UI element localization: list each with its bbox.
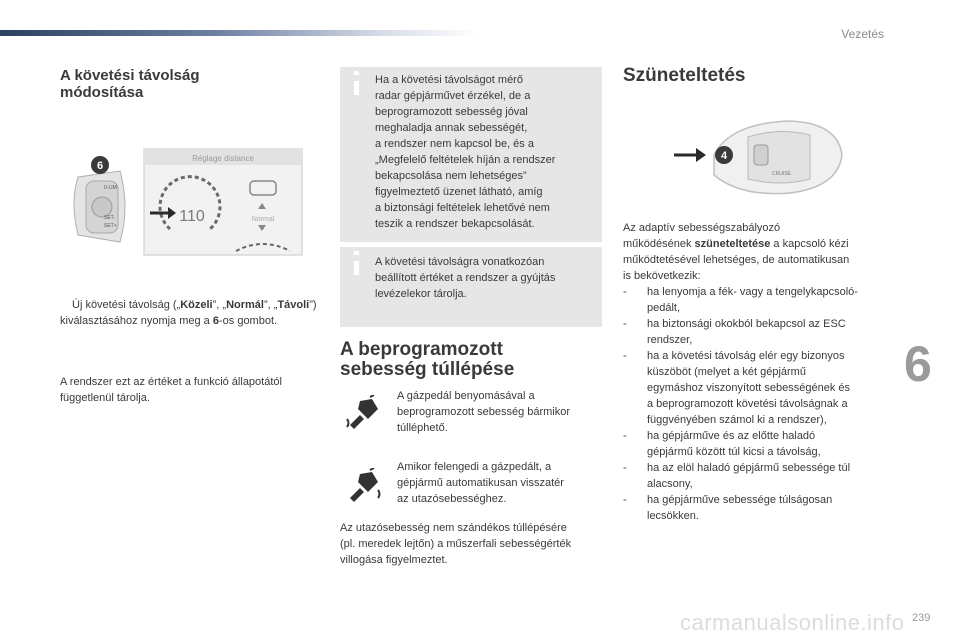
left-note: A rendszer ezt az értéket a funkció állapotától függetlenül tárolja. [60, 376, 282, 404]
lever-label: CRUISE [772, 171, 791, 177]
list-line: ha a követési távolság elér egy bizonyos [647, 350, 845, 362]
list-line: egymáshoz viszonyított sebességének és [647, 382, 851, 394]
item2-line: Amikor felengedi a gázpedált, a [397, 461, 552, 473]
callout-6: 6 [96, 160, 104, 172]
list-line: a beprogramozott követési távolságnak a [647, 398, 848, 410]
left-heading-line2: módosítása [60, 84, 144, 101]
callout-4: 4 [720, 150, 728, 162]
info1-line: a biztonsági feltételek lehetővé nem [375, 202, 550, 214]
item2-line: gépjármű automatikusan visszatér [397, 477, 564, 489]
info-radar-text [375, 72, 597, 232]
chapter-number: 6 [904, 336, 932, 392]
bullet-part-7: 6 [212, 315, 219, 327]
bullet-part-5: Távoli [277, 299, 310, 311]
list-line: gépjármű között túl kicsi a távolság, [647, 446, 821, 458]
info1-line: Ha a követési távolságot mérő [375, 74, 523, 86]
press-pedal-text [397, 388, 602, 436]
intro-line: működtetésével lehetséges, de automatikusan [623, 254, 850, 266]
overspeed-warning-text [340, 520, 610, 568]
info-memory-text [375, 254, 597, 302]
header-bar [0, 30, 480, 36]
list-dash: - [623, 286, 627, 298]
distance-bullet [60, 297, 330, 329]
mode-label: Normal [251, 216, 275, 223]
distance-figure-svg [60, 147, 305, 257]
info2-line: A követési távolságra vonatkozóan [375, 256, 545, 268]
list-line: rendszer, [647, 334, 693, 346]
item1-line: túlléphető. [397, 422, 448, 434]
list-line: ha gépjárműve és az előtte haladó [647, 430, 816, 442]
intro-line [623, 236, 893, 252]
watermark: carmanualsonline.info [680, 610, 905, 635]
bullet-part-2: ”, „ [212, 299, 227, 311]
pause-figure-svg [670, 115, 850, 210]
info1-line: „Megfelelő feltételek híján a rendszer [375, 154, 556, 166]
info-icon [351, 71, 361, 95]
list-line: pedált, [647, 302, 681, 314]
list-item [623, 492, 898, 524]
bullet-part-3: Normál [226, 299, 264, 311]
footer-line: villogása figyelmeztet. [340, 554, 448, 566]
bullet-part-6: ”) kiválasztásához nyomja meg a [60, 299, 317, 327]
distance-figure [60, 147, 305, 257]
right-heading: Szüneteltetés [623, 65, 746, 86]
list-line: alacsony, [647, 478, 693, 490]
item2-line: az utazósebességhez. [397, 493, 507, 505]
list-line: ha gépjárműve sebessége túlságosan [647, 494, 833, 506]
info1-line: figyelmeztető üzenet látható, amíg [375, 186, 543, 198]
list-dash: - [623, 494, 627, 506]
intro-line: is bekövetkezik: [623, 270, 701, 282]
panel-title: Réglage distance [192, 154, 254, 163]
item1-line: beprogramozott sebesség bármikor [397, 406, 571, 418]
pedal-release-icon [344, 468, 384, 504]
bullet-part-1: Közeli [180, 299, 213, 311]
info1-line: meghaladja annak sebességét, [375, 122, 528, 134]
info1-line: radar gépjárművet érzékel, de a [375, 90, 531, 102]
info-box-memory [340, 247, 602, 327]
middle-heading-line1: A beprogramozott [340, 339, 503, 360]
release-pedal-text [397, 459, 602, 507]
pause-figure [670, 115, 850, 210]
left-heading-line1: A követési távolság [60, 67, 200, 84]
info1-line: beprogramozott sebesség jóval [375, 106, 528, 118]
info1-line: bekapcsolása nem lehetséges” [375, 170, 527, 182]
info1-line: a rendszer nem kapcsol be, és a [375, 138, 534, 150]
chapter-title: Vezetés [841, 27, 884, 41]
info-box-radar [340, 67, 602, 242]
list-line: ha az elöl haladó gépjármű sebessége túl [647, 462, 851, 474]
switch-label-1: SET- [104, 215, 116, 221]
item1-line: A gázpedál benyomásával a [397, 390, 535, 402]
middle-heading-line2: sebesség túllépése [340, 359, 515, 380]
list-dash: - [623, 430, 627, 442]
list-line: ha lenyomja a fék- vagy a tengelykapcsoló- [647, 286, 858, 298]
list-line: küszöböt (melyet a két gépjármű [647, 366, 806, 378]
list-line: ha biztonsági okokból bekapcsol az ESC [647, 318, 846, 330]
info1-line: teszik a rendszer bekapcsolását. [375, 218, 535, 230]
list-line: lecsökken. [647, 510, 699, 522]
list-item [623, 460, 898, 492]
list-item [623, 316, 898, 348]
middle-heading [340, 340, 514, 380]
footer-line: (pl. meredek lejtőn) a műszerfali sebességérték [340, 538, 572, 550]
bullet-part-0: Új követési távolság („ [72, 299, 181, 311]
pause-intro [623, 220, 893, 284]
footer-line: Az utazósebesség nem szándékos túllépésére [340, 522, 567, 534]
intro-post: a kapcsoló kézi [770, 238, 849, 250]
list-dash: - [623, 350, 627, 362]
pedal-press-icon [344, 395, 384, 431]
list-item [623, 428, 898, 460]
info2-line: beállított értéket a rendszer a gyújtás [375, 272, 556, 284]
list-dash: - [623, 318, 627, 330]
info2-line: levézelekor tárolja. [375, 288, 467, 300]
switch-label-2: SET+ [104, 223, 117, 229]
bullet-part-8: -os gombot. [218, 315, 278, 327]
bullet-part-4: ”, „ [263, 299, 278, 311]
list-dash: - [623, 462, 627, 474]
list-item [623, 348, 898, 428]
intro-bold: szüneteltetése [694, 238, 771, 250]
page-number: 239 [912, 612, 931, 624]
list-line: függvényében számol ki a rendszer), [647, 414, 827, 426]
intro-pre: működésének [623, 238, 695, 250]
left-heading [60, 67, 200, 101]
pause-conditions-list [623, 284, 898, 524]
list-item [623, 284, 898, 316]
switch-label-0: 0-LIM [104, 185, 117, 191]
speed-readout: 110 [179, 208, 205, 225]
intro-line: Az adaptív sebességszabályozó [623, 222, 781, 234]
info-icon [351, 251, 361, 275]
